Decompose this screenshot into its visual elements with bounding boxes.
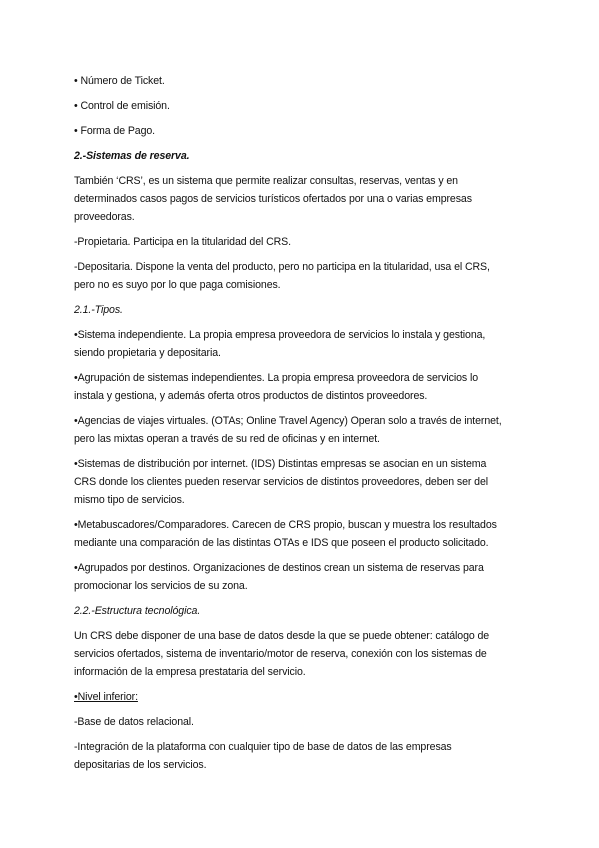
type-destinations-line-1: •Agrupados por destinos. Organizaciones de destinos crean un sistema de reservas para (74, 562, 484, 574)
section-heading-reservation-systems: 2.-Sistemas de reserva. (74, 150, 190, 162)
type-ids-line-2: CRS donde los clientes pueden reservar servicios de distintos proveedores, deben ser del (74, 476, 489, 488)
type-grouping-line-1: •Agrupación de sistemas independientes. La propia empresa proveedora de servicios lo (74, 372, 479, 384)
type-grouping-line-2: instala y gestiona, y además oferta otros productos de distintos proveedores. (74, 390, 428, 402)
paragraph-crs-line-1: También ‘CRS’, es un sistema que permite realizar consultas, reservas, ventas y en (74, 175, 458, 187)
paragraph-crs-line-3: proveedoras. (74, 211, 135, 223)
type-virtual-agencies-line-1: •Agencias de viajes virtuales. (OTAs; Online Travel Agency) Operan solo a través de internet, (74, 415, 502, 427)
paragraph-relational-db: -Base de datos relacional. (74, 716, 194, 728)
bullet-ticket-number: • Número de Ticket. (74, 75, 165, 87)
paragraph-depositary-line-2: pero no es suyo por lo que paga comisiones. (74, 279, 281, 291)
type-independent-line-1: •Sistema independiente. La propia empresa proveedora de servicios lo instala y gestiona, (74, 329, 486, 341)
paragraph-integration-line-1: -Integración de la plataforma con cualquier tipo de base de datos de las empresas (74, 741, 452, 753)
bullet-payment-method: • Forma de Pago. (74, 125, 156, 137)
subheading-lower-level: •Nivel inferior: (74, 691, 138, 703)
paragraph-crs-database-line-3: información de la empresa prestataria del servicio. (74, 666, 306, 678)
type-ids-line-3: mismo tipo de servicios. (74, 494, 185, 506)
paragraph-depositary-line-1: -Depositaria. Dispone la venta del producto, pero no participa en la titularidad, usa el CRS, (74, 261, 490, 273)
type-destinations-line-2: promocionar los servicios de su zona. (74, 580, 248, 592)
paragraph-integration-line-2: depositarias de los servicios. (74, 759, 207, 771)
subheading-tech-structure: 2.2.-Estructura tecnológica. (74, 605, 201, 617)
paragraph-owner: -Propietaria. Participa en la titularidad del CRS. (74, 236, 291, 248)
type-independent-line-2: siendo propietaria y depositaria. (74, 347, 221, 359)
type-virtual-agencies-line-2: pero las mixtas operan a través de su red de oficinas y en internet. (74, 433, 380, 445)
type-metasearch-line-1: •Metabuscadores/Comparadores. Carecen de CRS propio, buscan y muestra los resultados (74, 519, 497, 531)
type-ids-line-1: •Sistemas de distribución por internet. (IDS) Distintas empresas se asocian en un sistema (74, 458, 487, 470)
paragraph-crs-line-2: determinados casos pagos de servicios turísticos ofertados por una o varias empresas (74, 193, 472, 205)
paragraph-crs-database-line-2: servicios ofertados, sistema de inventario/motor de reserva, conexión con los sistemas de (74, 648, 487, 660)
type-metasearch-line-2: mediante una comparación de las distintas OTAs e IDS que poseen el producto solicitado. (74, 537, 489, 549)
paragraph-crs-database-line-1: Un CRS debe disponer de una base de datos desde la que se puede obtener: catálogo de (74, 630, 490, 642)
subheading-types: 2.1.-Tipos. (74, 304, 123, 316)
bullet-issue-control: • Control de emisión. (74, 100, 170, 112)
